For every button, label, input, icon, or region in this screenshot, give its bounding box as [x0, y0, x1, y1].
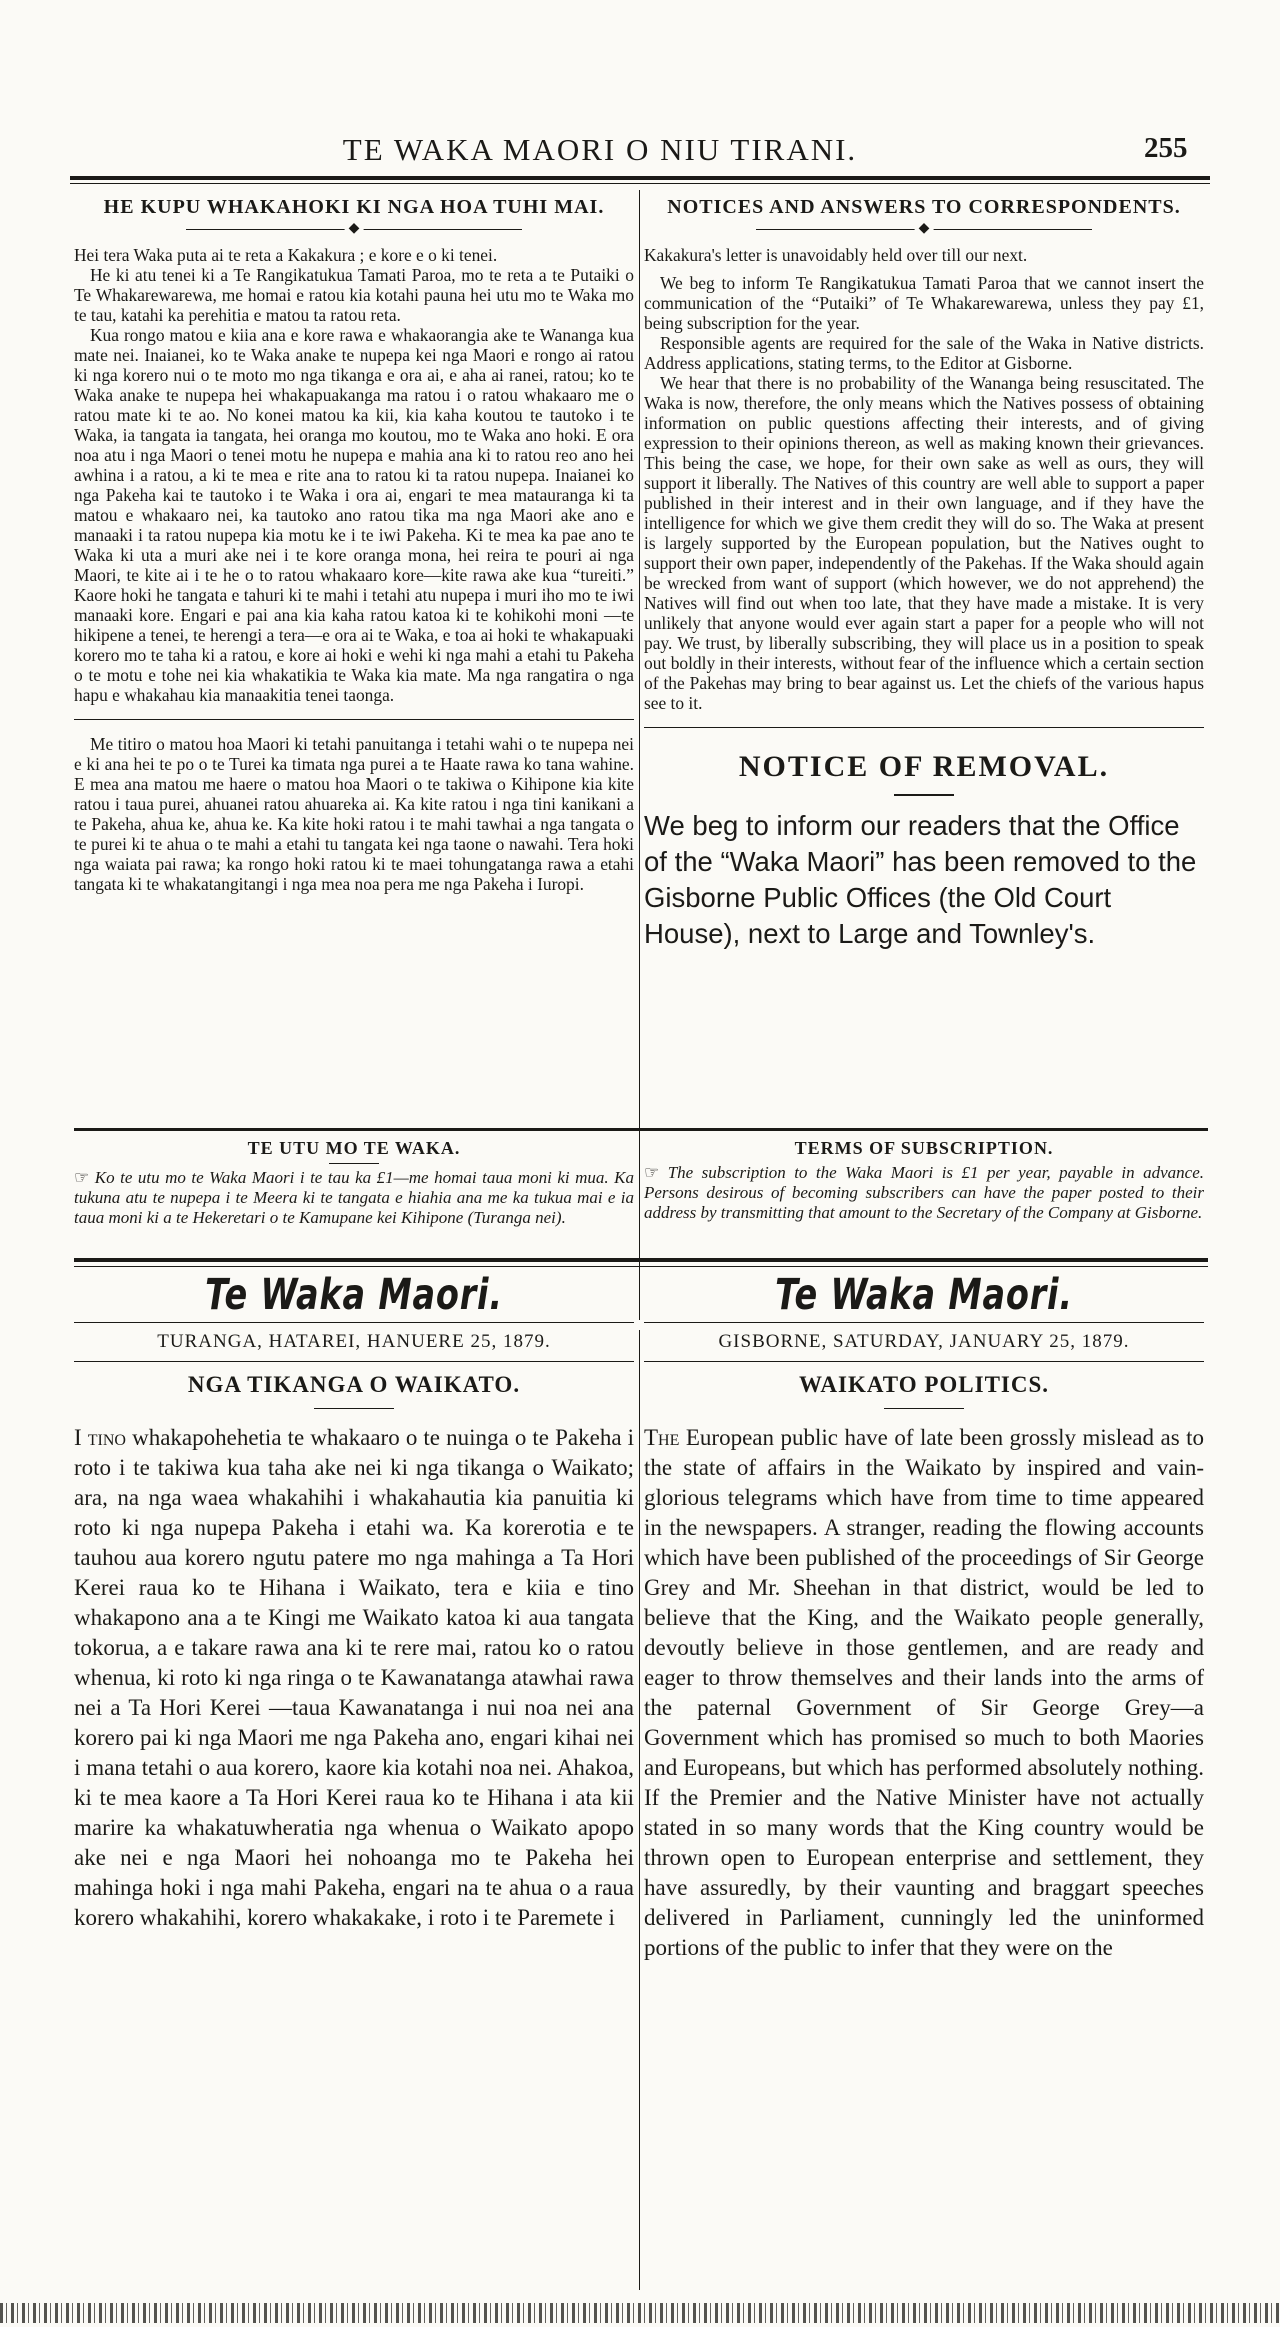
subscription-left-text [74, 1168, 634, 1228]
pointing-hand-icon: ☞ [644, 1163, 668, 1182]
subscription-left [74, 1138, 634, 1228]
short-rule [894, 794, 954, 796]
left-notice-paragraph: Hei tera Waka puta ai te reta a Kakakura ; e kore e o ki tenei. [74, 245, 498, 265]
left-notices-body [74, 245, 634, 705]
header-rule-thin [70, 183, 1210, 184]
right-notice-paragraph: Responsible agents are required for the sale of the Waka in Native districts. Address applications, stating terms, to the Editor at Gisborne. [644, 333, 1204, 373]
article-lead-right: The [644, 1425, 680, 1450]
header-rule-thick [70, 176, 1210, 180]
article-body-left [74, 1423, 634, 1933]
right-notices-heading: NOTICES AND ANSWERS TO CORRESPONDENTS. [667, 196, 1181, 218]
masthead-left: Te Waka Maori. [205, 1270, 503, 1320]
english-edition [644, 1270, 1204, 1963]
subscription-right [644, 1138, 1204, 1223]
pointing-hand-icon: ☞ [74, 1168, 95, 1187]
article-paragraph-right [644, 1423, 1204, 1963]
ornament-divider [756, 223, 1092, 237]
subscription-right-text [644, 1163, 1204, 1223]
article-text-left: whakapohehetia te whakaaro o te nuinga o te Pakeha i roto i te takiwa kua taha ake nei ki nga tikanga o Waikato; ara, na nga waea whakahihi i whakahautia kia panuitia ki roto ki nga nupepa Pakeha i etahi wa. Ka korerotia e te tauhou aua korero ngutu patere mo nga mahinga a Ta Hori Kerei raua ko te Hihana i Waikato, tera e kiia e tino whakapono ana a te Kingi me Waikato katoa ki aua tangata tokorua, a e takare rawa ana ki te rere mai, ratou ko o ratou whenua, ki roto ki nga ringa o te Kawanatanga atawhai rawa nei a Ta Hori Kerei —taua Kawanatanga i nui noa nei ana korero pai ki nga Maori me nga Pakeha ano, engari kihai nei i mana tetahi o aua korero, kaore kia kotahi noa nei. Ahakoa, ki te mea kaore a Ta Hori Kerei raua ko te Hihana i ata kii marire ka whakatuwheratia nga whenua o Waikato apopo ake nei e nga Maori hei nohoanga mo te Pakeha hei mahinga hoki i nga mahi Pakeha, engari na te ahua o a raua korero whakahihi, korero whakakake, i roto i te Paremete i [74, 1425, 635, 1930]
section-rule [644, 727, 1204, 728]
article-body-right [644, 1423, 1204, 1963]
right-notice-paragraph: We hear that there is no probability of the Wananga being resuscitated. The Waka is now, therefore, the only means which the Natives possess of obtaining information on public questions affecting their interests, and of giving expression to their opinions thereon, as well as making known their grievances. This being the case, we hope, for their own sake as well as ours, they will support it liberally. The Natives of this country are well able to support a paper published in their interest and in their own language, and if they have the intelligence for which we give them credit they will do so. The Waka at present is largely supported by the European population, but the Natives ought to support their own paper, independently of the Pakehas. If the Waka should again be wrecked from want of support (which however, we do not apprehend) the Natives will find out when too late, that they have made a mistake. It is very unlikely that anyone would ever again start a paper for a people who will not pay. We trust, by liberally subscribing, they will place us in a position to speak out boldly in their interests, without fear of the influence which a certain section of the Pakehas may bring to bear against us. Let the chiefs of the various hapus see to it. [644, 373, 1204, 713]
dateline-rule [74, 1361, 634, 1362]
page-header-title: TE WAKA MAORI O NIU TIRANI. [342, 132, 858, 167]
removal-notice-heading: NOTICE OF REMOVAL. [738, 750, 1110, 783]
column-divider-bottom [639, 1330, 640, 2290]
right-notice-paragraph: We beg to inform Te Rangikatukua Tamati Paroa that we cannot insert the communication of the “Putaiki” of Te Whakarewarewa, unless they pay £1, being subscription for the year. [644, 273, 1204, 333]
short-rule [329, 1163, 379, 1164]
subscription-right-heading: TERMS OF SUBSCRIPTION. [794, 1138, 1054, 1158]
left-notices-heading: HE KUPU WHAKAHOKI KI NGA HOA TUHI MAI. [103, 196, 605, 218]
left-notice-paragraph: Kua rongo matou e kiia ana e kore rawa e whakaorangia ake te Wananga kua mate nei. Inaianei, ko te Waka anake te nupepa kei nga Maori e rongo ai ratou ki nga korero nui o te moto mo nga tikanga e ora ai, e aha ai ranei, ratou; ko te Waka anake te nupepa hei whakapuakanga ma ratou i o ratou whakaaro me o ratou mate ki te ao. No konei matou ka kii, kia kaha koutou te tautoko i te Waka, ia tangata ia tangata, hei oranga mo koutou, mo te Waka ano hoki. E ora noa atu i nga Maori o tenei motu he nupepa e mahia ana ki to ratou reo ano hei awhina i a ratou, a ki te mea e rite ana to ratou ki ta ratou nupepa. Inaianei ko nga Pakeha kai te tautoko i te Waka i ora ai, engari te mea matauranga ki ta matou e whakaaro nei, ka tautoko ano ratou tika ma nga Maori ake ano e manaaki i ta ratou nupepa kia motu ke i te iwi Pakeha. Ki te mea ka pae ano te Waka ki uta a muri ake nei i te kore oranga mona, hei reira te pouri ai nga Maori, te kite ai i te he o to ratou whakaaro kore—kite rawa ake kua “tureiti.” Kaore hoki he tangata e tahuri ki te mahi i tetahi atu nupepa i muri iho mo te iwi manaaki kore. Engari e pai ana kia kaha ratou katoa ki te kohikohi moni —te hikipene a tenei, te herengi a tera—e ora ai te Waka, e toa ai hoki te whakapuaki korero mo te taha ki a ratou, e kore ai hoki e wehi ki nga mahi a etahi tu Pakeha o te motu e tohe nei kia whakatikia te Waka kia mate. Ma nga rangatira o nga hapu e whakahau kia manaakitia tenei taonga. [74, 325, 634, 705]
page-number: 255 [1144, 132, 1188, 164]
article-lead-left: I tino [74, 1425, 126, 1450]
dateline-left: TURANGA, HATAREI, HANUERE 25, 1879. [157, 1331, 551, 1352]
short-rule [314, 1408, 394, 1409]
masthead-rule-thick [74, 1258, 1208, 1262]
dateline-right: GISBORNE, SATURDAY, JANUARY 25, 1879. [718, 1331, 1130, 1352]
subscription-rule-top [74, 1128, 1208, 1131]
article-heading-right: WAIKATO POLITICS. [798, 1372, 1050, 1397]
masthead-right: Te Waka Maori. [775, 1270, 1073, 1320]
article-paragraph-left [74, 1423, 634, 1933]
page-bottom-edge [0, 2303, 1280, 2323]
right-notices-section [644, 196, 1204, 952]
article-heading-left: NGA TIKANGA O WAIKATO. [187, 1372, 521, 1397]
left-notices-body-2 [74, 734, 634, 894]
short-rule [884, 1408, 964, 1409]
subscription-right-text-content: The subscription to the Waka Maori is £1 per year, payable in advance. Persons desirous of becoming subscribers can have the paper posted to their address by transmitting that amount to the Secretary of the Company at Gisborne. [644, 1163, 1204, 1222]
right-notice-paragraph: Kakakura's letter is unavoidably held over till our next. [644, 245, 1028, 265]
subscription-left-text-content: Ko te utu mo te Waka Maori i te tau ka £1—me homai taua moni ki mua. Ka tukuna atu te nupepa i te Meera ki te tangata e hiahia ana me ka tukua mai e ia taua moni ki a te Hekeretari o te Kamupane kei Kihipone (Turanga nei). [74, 1168, 634, 1227]
subscription-left-heading: TE UTU MO TE WAKA. [247, 1138, 461, 1158]
removal-notice-text: We beg to inform our readers that the Office of the “Waka Maori” has been removed to the Gisborne Public Offices (the Old Court House), next to Large and Townley's. [644, 810, 1197, 949]
column-divider-top [639, 190, 640, 1320]
left-notice-paragraph: Me titiro o matou hoa Maori ki tetahi panuitanga i tetahi wahi o te nupepa nei e ki ana hei te po o te Turei ka timata nga purei a te Haate rawa ko tana wahine. E mea ana matou me haere o matou hoa Maori o te takiwa o Kihipone kia kite ratou i taua purei, ahuanei ratou ahuareka ai. Ka kite ratou i nga tini kanikani a te Pakeha, ahua ke, ahua ke. Ka kite hoki ratou i te mahi tawhai a nga tangata o te purei ki te ahua o te mahi a etahi tu tangata kei nga taone o nawahi. Tera hoki nga waiata pai rawa; ka rongo hoki ratou ki te maei tohungatanga rawa a etahi tangata ki te whakatangitangi i nga mea noa pera me nga Pakeha i Iuropi. [74, 734, 634, 894]
dateline-rule [644, 1361, 1204, 1362]
maori-edition [74, 1270, 634, 1933]
article-text-right: European public have of late been grossly mislead as to the state of affairs in the Waikato by inspired and vain-glorious telegrams which have from time to time appeared in the newspapers. A stranger, reading the flowing accounts which have been published of the proceedings of Sir George Grey and Mr. Sheehan in that district, would be led to believe that the King, and the Waikato people generally, devoutly believe in those gentlemen, and are ready and eager to throw themselves and their lands into the arms of the paternal Government of Sir George Grey—a Government which has promised so much to both Maories and Europeans, but which has performed absolutely nothing. If the Premier and the Native Minister have not actually stated in so many words that the King country would be thrown open to European enterprise and settlement, they have assuredly, by their vaunting and braggart speeches delivered in Parliament, cunningly led the uninformed portions of the public to infer that they were on the [644, 1425, 1205, 1960]
ornament-divider [186, 223, 522, 237]
right-notices-body [644, 245, 1204, 713]
dateline-rule [74, 1322, 634, 1323]
left-notice-paragraph: He ki atu tenei ki a Te Rangikatukua Tamati Paroa, mo te reta a te Putaiki o Te Whakarewarewa, me homai e ratou kia kotahi pauna hei utu mo te Waka mo te tau, katahi ka perehitia e matou ta ratou reta. [74, 265, 634, 325]
section-rule [74, 719, 634, 720]
masthead-rule-thin [74, 1266, 1208, 1267]
left-notices-section [74, 196, 634, 894]
dateline-rule [644, 1322, 1204, 1323]
